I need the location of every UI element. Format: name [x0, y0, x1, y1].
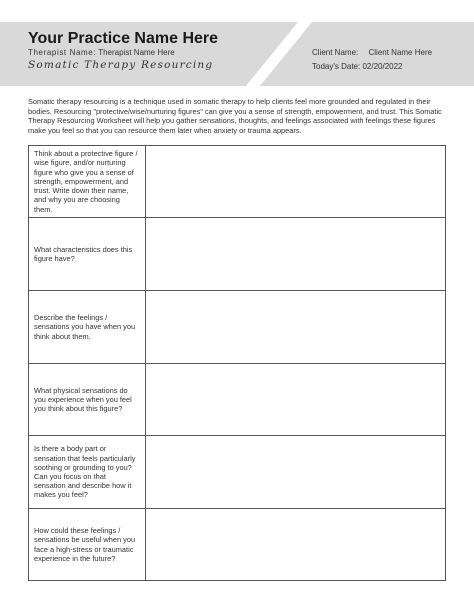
- answer-field[interactable]: [146, 509, 446, 581]
- question-text: How could these feelings / sensations be useful when you face a high-stress or traumatic experience in the future?: [34, 526, 136, 563]
- client-line: [312, 48, 432, 57]
- worksheet-table: [28, 145, 446, 581]
- table-row: [29, 291, 446, 364]
- question-text: Describe the feelings / sensations you have when you think about them.: [34, 313, 136, 341]
- client-label: Client Name:: [312, 48, 359, 57]
- question-cell: [29, 364, 146, 436]
- therapist-line: [28, 48, 175, 57]
- question-cell: [29, 291, 146, 364]
- question-cell: [29, 436, 146, 509]
- practice-name: Your Practice Name Here: [28, 30, 219, 47]
- date-label: Today's Date:: [312, 62, 361, 71]
- date-value: 02/20/2022: [362, 62, 403, 71]
- answer-field[interactable]: [146, 218, 446, 291]
- worksheet-title: Somatic Therapy Resourcing: [28, 59, 214, 71]
- table-row: [29, 146, 446, 218]
- therapist-name: Therapist Name Here: [98, 48, 175, 57]
- question-text: Is there a body part or sensation that feels particularly soothing or grounding to you? Can you focus on that sensation and describe how it makes you feel?: [34, 444, 136, 500]
- answer-field[interactable]: [146, 436, 446, 509]
- answer-field[interactable]: [146, 364, 446, 436]
- answer-field[interactable]: [146, 291, 446, 364]
- table-row: [29, 509, 446, 581]
- therapist-label: Therapist Name:: [28, 48, 97, 57]
- question-text: Think about a protective figure / wise figure, and/or nurturing figure who give you a sense of strength, empowerment, and trust. Write down their name, and why you are choosing them.: [34, 149, 138, 214]
- table-row: [29, 364, 446, 436]
- table-row: [29, 218, 446, 291]
- question-cell: [29, 509, 146, 581]
- question-text: What characteristics does this figure have?: [34, 244, 133, 263]
- question-cell: [29, 218, 146, 291]
- question-text: What physical sensations do you experience when you feel you think about this figure?: [34, 385, 132, 414]
- date-line: [312, 62, 403, 71]
- table-row: [29, 436, 446, 509]
- client-name: Client Name Here: [368, 48, 433, 57]
- question-cell: [29, 146, 146, 218]
- answer-field[interactable]: [146, 146, 446, 218]
- intro-paragraph: Somatic therapy resourcing is a technique used in somatic therapy to help clients feel more grounded and regulated in their bodies. Resourcing "protective/wise/nurturing figures" can give you a sense of strength, empowerment, and trust. This Somatic Therapy Resourcing Worksheet will help you gather sensations, thoughts, and feelings associated with feelings these figures make you feel so that you can resource them later when anxiety or trauma appears.: [28, 97, 442, 135]
